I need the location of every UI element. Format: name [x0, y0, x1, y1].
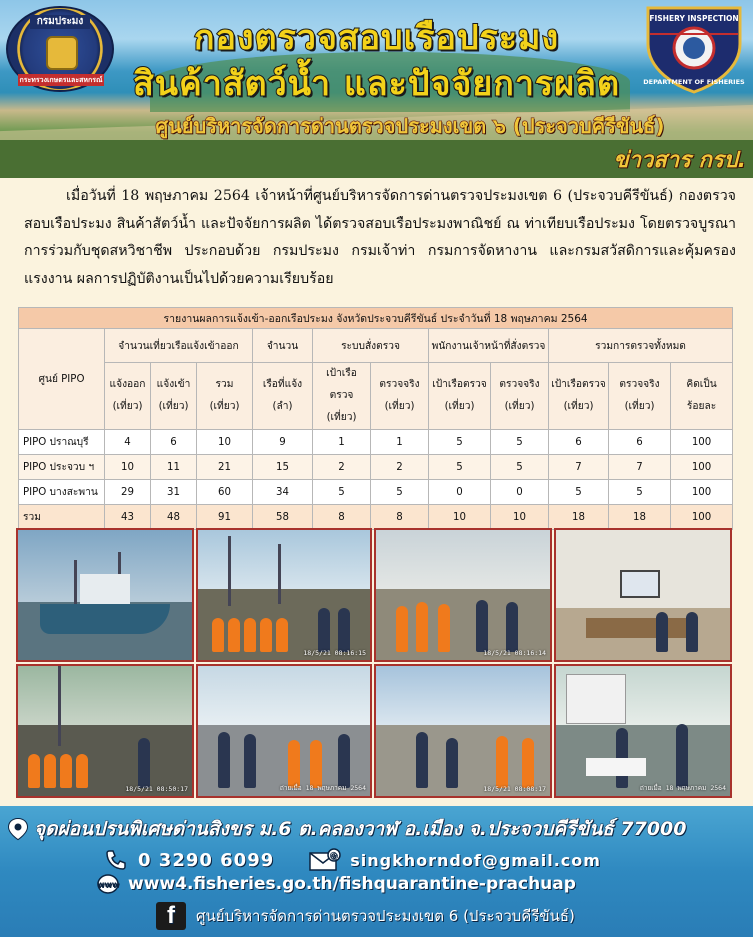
sub-percent: คิดเป็น ร้อยละ — [671, 363, 733, 430]
cell-sys-target: 1 — [313, 430, 371, 455]
cell-out: 29 — [105, 480, 151, 505]
cell-off-actual: 5 — [491, 455, 549, 480]
location-pin-icon — [6, 817, 34, 841]
photo-timestamp: 18/5/21 08:16:15 — [303, 649, 366, 657]
cell-sys-target: 2 — [313, 455, 371, 480]
boat-shape — [40, 604, 170, 634]
sub-sys-actual: ตรวจจริง (เที่ยว) — [371, 363, 429, 430]
cell-tot-target: 18 — [549, 505, 609, 530]
pipo-report-table — [18, 307, 732, 530]
header-officer: พนักงานเจ้าหน้าที่สั่งตรวจ — [429, 329, 549, 363]
photo-timestamp: 18/5/21 08:16:14 — [483, 649, 546, 657]
cell-percent: 100 — [671, 505, 733, 530]
email-icon — [308, 848, 342, 872]
sub-off-actual: ตรวจจริง (เที่ยว) — [491, 363, 549, 430]
photo-crew-on-deck — [196, 528, 372, 662]
cell-boats: 34 — [253, 480, 313, 505]
cell-off-actual: 5 — [491, 430, 549, 455]
sub-off-target: เป้าเรือตรวจ (เที่ยว) — [429, 363, 491, 430]
table-caption: รายงานผลการแจ้งเข้า-ออกเรือประมง จังหวัดประจวบคีรีขันธ์ ประจำวันที่ 18 พฤษภาคม 2564 — [19, 308, 733, 329]
sub-sum: รวม (เที่ยว) — [197, 363, 253, 430]
row-name: PIPO บางสะพาน — [19, 480, 105, 505]
phone-email-row — [104, 848, 753, 872]
photo-inspection-pier — [374, 528, 552, 662]
cell-out: 4 — [105, 430, 151, 455]
cell-sys-target: 8 — [313, 505, 371, 530]
table-row — [19, 480, 733, 505]
sub-sys-target: เป้าเรือตรวจ (เที่ยว) — [313, 363, 371, 430]
cell-out: 43 — [105, 505, 151, 530]
photo-boat-crew-lineup — [16, 664, 194, 798]
news-paragraph: เมื่อวันที่ 18 พฤษภาคม 2564 เจ้าหน้าที่ศูนย์บริหารจัดการด่านตรวจประมงเขต 6 (ประจวบคีรีขันธ์) กองตรวจสอบเรือประมง สินค้าสัตว์น้ำ และปัจจัยการผลิต ได้ตรวจสอบเรือประมงพาณิชย์ ณ ท่าเทียบเรือประมง โดยตรวจบูรณาการร่วมกับชุดสหวิชาชีพ ประกอบด้วย กรมประมง กรมเจ้าท่า กรมการจัดหางาน และกรมสวัสดิการและคุ้มครองแรงงาน ผลการปฏิบัติงานเป็นไปด้วยความเรียบร้อย — [24, 188, 736, 287]
email-address[interactable]: singkhorndof@gmail.com — [350, 850, 601, 870]
cell-sys-actual: 5 — [371, 480, 429, 505]
cell-out: 10 — [105, 455, 151, 480]
svg-text:www: www — [96, 880, 120, 889]
photo-officers-documents — [196, 664, 372, 798]
website-link[interactable]: www4.fisheries.go.th/fishquarantine-prachuap — [128, 874, 576, 894]
cell-boats: 15 — [253, 455, 313, 480]
title-line1: กองตรวจสอบเรือประมง — [193, 18, 560, 58]
center-subtitle: ศูนย์บริหารจัดการด่านตรวจประมงเขต ๖ (ประจวบคีรีขันธ์) — [155, 114, 665, 138]
cell-off-target: 5 — [429, 430, 491, 455]
phone-number[interactable]: 0 3290 6099 — [138, 849, 275, 871]
cell-tot-target: 5 — [549, 480, 609, 505]
cell-sum: 10 — [197, 430, 253, 455]
photo-office-meeting — [554, 528, 732, 662]
fishery-inspection-shield-logo — [642, 4, 746, 94]
cell-in: 11 — [151, 455, 197, 480]
logo-right-bottom-text: DEPARTMENT OF FISHERIES — [643, 78, 745, 86]
facebook-icon: f — [156, 902, 186, 930]
cell-boats: 9 — [253, 430, 313, 455]
row-name: PIPO ปราณบุรี — [19, 430, 105, 455]
cell-off-actual: 0 — [491, 480, 549, 505]
photo-timestamp: ถ่ายเมื่อ 18 พฤษภาคม 2564 — [639, 784, 726, 792]
logo-left-top-text: กรมประมง — [30, 15, 90, 29]
contact-footer — [0, 806, 753, 937]
facebook-page-name[interactable]: ศูนย์บริหารจัดการด่านตรวจประมงเขต 6 (ประจวบคีรีขันธ์) — [196, 907, 575, 925]
cell-sys-target: 5 — [313, 480, 371, 505]
table-row — [19, 455, 733, 480]
cell-tot-actual: 6 — [609, 430, 671, 455]
table-row-total — [19, 505, 733, 530]
photo-crew-check-pier — [374, 664, 552, 798]
cell-tot-actual: 5 — [609, 480, 671, 505]
cell-sum: 21 — [197, 455, 253, 480]
address-row — [6, 814, 753, 844]
svg-text:@: @ — [329, 851, 339, 860]
cell-in: 6 — [151, 430, 197, 455]
header-trips: จำนวนเที่ยวเรือแจ้งเข้าออก — [105, 329, 253, 363]
department-of-fisheries-logo — [6, 6, 114, 92]
header-center: ศูนย์ PIPO — [19, 329, 105, 430]
sub-tot-target: เป้าเรือตรวจ (เที่ยว) — [549, 363, 609, 430]
sub-out: แจ้งออก (เที่ยว) — [105, 363, 151, 430]
photo-timestamp: ถ่ายเมื่อ 18 พฤษภาคม 2564 — [279, 784, 366, 792]
logo-right-top-text: FISHERY INSPECTION — [649, 14, 739, 23]
cell-off-target: 5 — [429, 455, 491, 480]
news-label: ข่าวสาร กรป. — [613, 148, 746, 173]
photo-fishing-boat — [16, 528, 194, 662]
cell-percent: 100 — [671, 480, 733, 505]
globe-icon — [96, 873, 120, 895]
sub-boats: เรือที่แจ้ง (ลำ) — [253, 363, 313, 430]
header-system: ระบบสั่งตรวจ — [313, 329, 429, 363]
cell-tot-target: 7 — [549, 455, 609, 480]
photo-officers-paperwork — [554, 664, 732, 798]
cell-off-target: 10 — [429, 505, 491, 530]
photo-collage — [16, 528, 733, 800]
cell-in: 48 — [151, 505, 197, 530]
website-row — [96, 873, 753, 895]
cell-off-target: 0 — [429, 480, 491, 505]
logo-left-bottom-text: กระทรวงเกษตรและสหกรณ์ — [19, 76, 103, 84]
address-text: จุดผ่อนปรนพิเศษด่านสิงขร ม.6 ต.คลองวาฬ อ.เมือง จ.ประจวบคีรีขันธ์ 77000 — [34, 818, 687, 840]
phone-icon — [104, 848, 128, 872]
cell-sys-actual: 1 — [371, 430, 429, 455]
header-count: จำนวน — [253, 329, 313, 363]
cell-tot-target: 6 — [549, 430, 609, 455]
photo-timestamp: 18/5/21 08:50:17 — [125, 785, 188, 793]
row-name: PIPO ประจวบ ฯ — [19, 455, 105, 480]
table-row — [19, 430, 733, 455]
cell-tot-actual: 7 — [609, 455, 671, 480]
cell-sum: 60 — [197, 480, 253, 505]
header-total: รวมการตรวจทั้งหมด — [549, 329, 733, 363]
facebook-row — [156, 902, 753, 930]
emblem-icon — [46, 36, 78, 70]
cell-boats: 58 — [253, 505, 313, 530]
header-banner — [0, 0, 753, 178]
cell-percent: 100 — [671, 430, 733, 455]
cell-off-actual: 10 — [491, 505, 549, 530]
row-name: รวม — [19, 505, 105, 530]
cell-in: 31 — [151, 480, 197, 505]
cell-sys-actual: 8 — [371, 505, 429, 530]
cell-sys-actual: 2 — [371, 455, 429, 480]
cell-percent: 100 — [671, 455, 733, 480]
sub-tot-actual: ตรวจจริง (เที่ยว) — [609, 363, 671, 430]
photo-timestamp: 18/5/21 08:08:17 — [483, 785, 546, 793]
cell-tot-actual: 18 — [609, 505, 671, 530]
cell-sum: 91 — [197, 505, 253, 530]
title-line2: สินค้าสัตว์น้ำ และปัจจัยการผลิต — [132, 64, 621, 104]
sub-in: แจ้งเข้า (เที่ยว) — [151, 363, 197, 430]
